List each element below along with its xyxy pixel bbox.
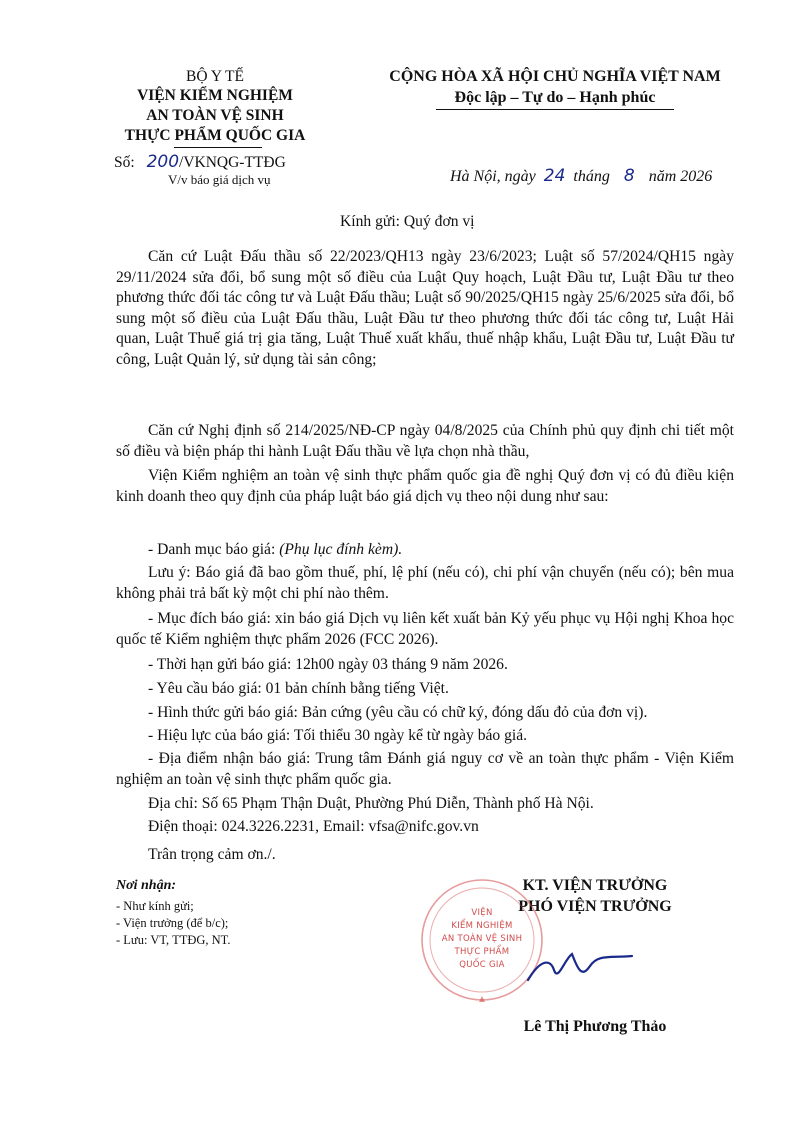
stamp-text-line: THỰC PHẨM xyxy=(454,947,510,957)
closing-line: Trân trọng cảm ơn./. xyxy=(148,846,276,863)
list-item-requirement: - Yêu cầu báo giá: 01 bản chính bằng tiếng Việt. xyxy=(148,680,449,697)
list-item-location xyxy=(116,749,734,790)
document-date xyxy=(450,166,712,186)
recipient-item: - Lưu: VT, TTĐG, NT. xyxy=(116,933,231,947)
date-month-label: tháng xyxy=(573,168,610,185)
date-prefix: Hà Nội, ngày xyxy=(450,168,536,185)
paragraph-legal-basis-1 xyxy=(116,247,734,371)
phone-email-line: Điện thoại: 024.3226.2231, Email: vfsa@nifc.gov.vn xyxy=(148,818,479,835)
recipient-item: - Như kính gửi; xyxy=(116,899,194,913)
number-label: Số: xyxy=(114,154,135,171)
paragraph-text: - Địa điểm nhận báo giá: Trung tâm Đánh giá nguy cơ về an toàn thực phẩm - Viện Kiểm nghiệm an toàn vệ sinh thực phẩm quốc gia. xyxy=(116,750,734,788)
stamp-text-line: AN TOÀN VỆ SINH xyxy=(441,934,523,944)
stamp-text-line: VIỆN xyxy=(471,908,493,918)
stamp-text-line: QUỐC GIA xyxy=(459,960,505,970)
org-name-line2: AN TOÀN VỆ SINH xyxy=(146,107,284,124)
list-item-catalog xyxy=(148,540,402,561)
list-item-purpose xyxy=(116,609,734,650)
signer-name: Lê Thị Phương Thảo xyxy=(523,1018,667,1035)
date-month: 8 xyxy=(623,166,635,186)
org-name-line3: THỰC PHẨM QUỐC GIA xyxy=(124,127,306,144)
paragraph-note xyxy=(116,563,734,604)
motto-underline xyxy=(436,109,674,110)
catalog-value: (Phụ lục đính kèm). xyxy=(279,541,403,558)
paragraph-request xyxy=(116,466,734,507)
list-item-deadline: - Thời hạn gửi báo giá: 12h00 ngày 03 tháng 9 năm 2026. xyxy=(148,656,508,673)
country-name: CỘNG HÒA XÃ HỘI CHỦ NGHĨA VIỆT NAM xyxy=(389,68,721,85)
date-day: 24 xyxy=(543,166,566,186)
list-item-format: - Hình thức gửi báo giá: Bản cứng (yêu cầu có chữ ký, đóng dấu đỏ của đơn vị). xyxy=(148,704,648,721)
number-handwritten: 200 xyxy=(146,152,180,172)
catalog-label: - Danh mục báo giá: xyxy=(148,541,280,558)
list-item-validity: - Hiệu lực của báo giá: Tối thiểu 30 ngày kể từ ngày báo giá. xyxy=(148,727,528,744)
org-name-line1: VIỆN KIỂM NGHIỆM xyxy=(137,87,293,104)
paragraph-text: Viện Kiểm nghiệm an toàn vệ sinh thực phẩm quốc gia đề nghị Quý đơn vị có đủ điều kiện kinh doanh theo quy định của pháp luật báo giá dịch vụ theo nội dung như sau: xyxy=(116,467,734,505)
recipients-title: Nơi nhận: xyxy=(116,878,177,893)
number-suffix: /VKNQG-TTĐG xyxy=(179,154,286,171)
address-line: Địa chỉ: Số 65 Phạm Thận Duật, Phường Phú Diễn, Thành phố Hà Nội. xyxy=(148,795,594,812)
recipient-item: - Viện trưởng (để b/c); xyxy=(116,916,229,930)
date-year: năm 2026 xyxy=(648,168,713,185)
salutation: Kính gửi: Quý đơn vị xyxy=(340,213,475,230)
signature-role-2: PHÓ VIỆN TRƯỞNG xyxy=(518,898,672,915)
signature-role-1: KT. VIỆN TRƯỞNG xyxy=(522,877,668,894)
paragraph-text: Căn cứ Luật Đấu thầu số 22/2023/QH13 ngày 23/6/2023; Luật số 57/2024/QH15 ngày 29/11/2024 sửa đổi, bổ sung một số điều của Luật Quy hoạch, Luật Đầu tư, Luật Đầu tư theo phương thức đối tác công tư và Luật Đấu thầu; Luật số 90/2025/QH15 ngày 25/6/2025 sửa đổi, bổ sung một số điều của Luật Đấu thầu, Luật Đầu tư theo phương thức đối tác công tư, Luật Hải quan, Luật Thuế giá trị gia tăng, Luật Thuế xuất khẩu, thuế nhập khẩu, Luật Đầu tư, Luật Đầu tư công, Luật Quản lý, sử dụng tài sản công; xyxy=(116,248,734,368)
paragraph-legal-basis-2 xyxy=(116,421,734,462)
document-number xyxy=(114,152,286,172)
national-motto: Độc lập – Tự do – Hạnh phúc xyxy=(454,89,656,106)
ministry-name: BỘ Y TẾ xyxy=(186,68,244,85)
paragraph-text: Căn cứ Nghị định số 214/2025/NĐ-CP ngày 04/8/2025 của Chính phủ quy định chi tiết một số điều và biện pháp thi hành Luật Đấu thầu về lựa chọn nhà thầu, xyxy=(116,422,734,460)
handwritten-signature-icon xyxy=(520,940,640,990)
header-left-underline xyxy=(174,147,262,148)
subject-line: V/v báo giá dịch vụ xyxy=(168,172,271,187)
paragraph-text: Lưu ý: Báo giá đã bao gồm thuế, phí, lệ phí (nếu có), chi phí vận chuyển (nếu có); bên mua không phải trả bất kỳ một chi phí nào thêm. xyxy=(116,564,734,602)
paragraph-text: - Mục đích báo giá: xin báo giá Dịch vụ liên kết xuất bản Kỷ yếu phục vụ Hội nghị Khoa học quốc tế Kiểm nghiệm thực phẩm 2026 (FCC 2026). xyxy=(116,610,734,648)
stamp-text-line: KIỂM NGHIỆM xyxy=(451,921,513,931)
